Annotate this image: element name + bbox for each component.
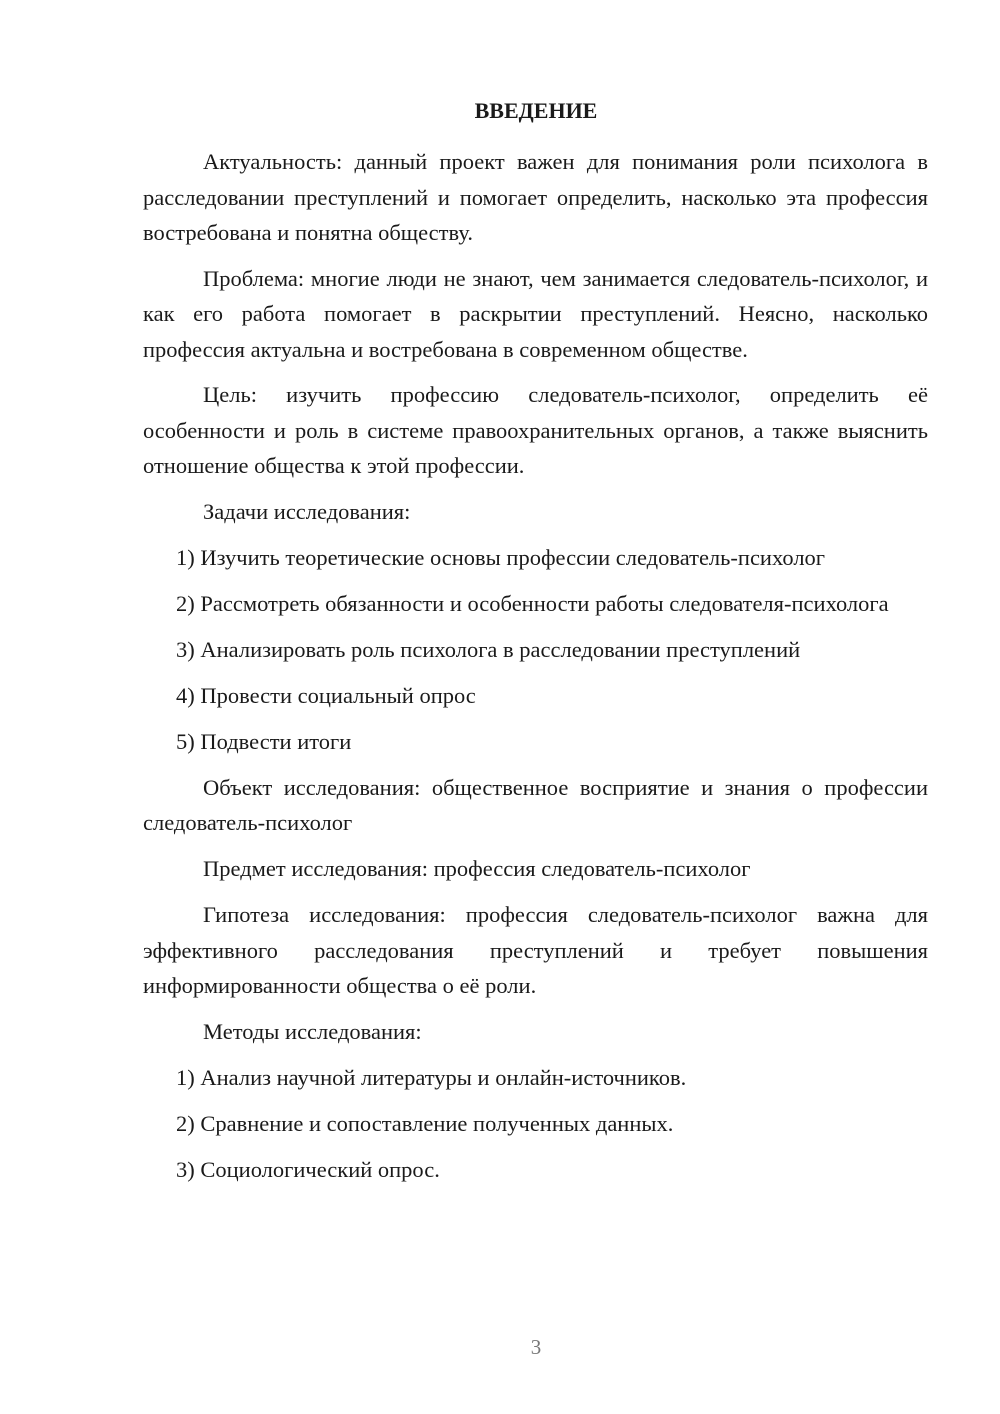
method-item-2: 2) Сравнение и сопоставление полученных данных. xyxy=(176,1110,674,1136)
paragraph-relevance: Актуальность: данный проект важен для понимания роли психолога в расследовании преступлений и помогает определить, насколько эта профессия востребована и понятна обществу. xyxy=(143,149,928,245)
paragraph-methods-heading: Методы исследования: xyxy=(203,1018,422,1044)
task-item-2: 2) Рассмотреть обязанности и особенности работы следователя-психолога xyxy=(176,590,889,616)
paragraph-tasks-heading: Задачи исследования: xyxy=(203,498,411,524)
document-body xyxy=(143,144,928,1187)
task-item-1: 1) Изучить теоретические основы профессии следователь-психолог xyxy=(176,544,826,570)
method-item-3: 3) Социологический опрос. xyxy=(176,1156,440,1182)
section-title: ВВЕДЕНИЕ xyxy=(474,98,598,123)
task-item-4: 4) Провести социальный опрос xyxy=(176,682,476,708)
paragraph-goal: Цель: изучить профессию следователь-психолог, определить её особенности и роль в системе правоохранительных органов, а также выяснить отношение общества к этой профессии. xyxy=(143,382,928,478)
page-number: 3 xyxy=(530,1335,542,1359)
paragraph-hypothesis: Гипотеза исследования: профессия следователь-психолог важна для эффективного расследования преступлений и требует повышения информированности общества о её роли. xyxy=(143,902,928,998)
paragraph-problem: Проблема: многие люди не знают, чем занимается следователь-психолог, и как его работа помогает в раскрытии преступлений. Неясно, насколько профессия актуальна и востребована в современном обществе. xyxy=(143,265,928,362)
paragraph-subject: Предмет исследования: профессия следователь-психолог xyxy=(203,856,751,881)
paragraph-object: Объект исследования: общественное восприятие и знания о профессии следователь-психолог xyxy=(143,774,928,835)
task-item-5: 5) Подвести итоги xyxy=(176,728,352,754)
method-item-1: 1) Анализ научной литературы и онлайн-источников. xyxy=(176,1064,687,1090)
task-item-3: 3) Анализировать роль психолога в расследовании преступлений xyxy=(176,636,801,662)
